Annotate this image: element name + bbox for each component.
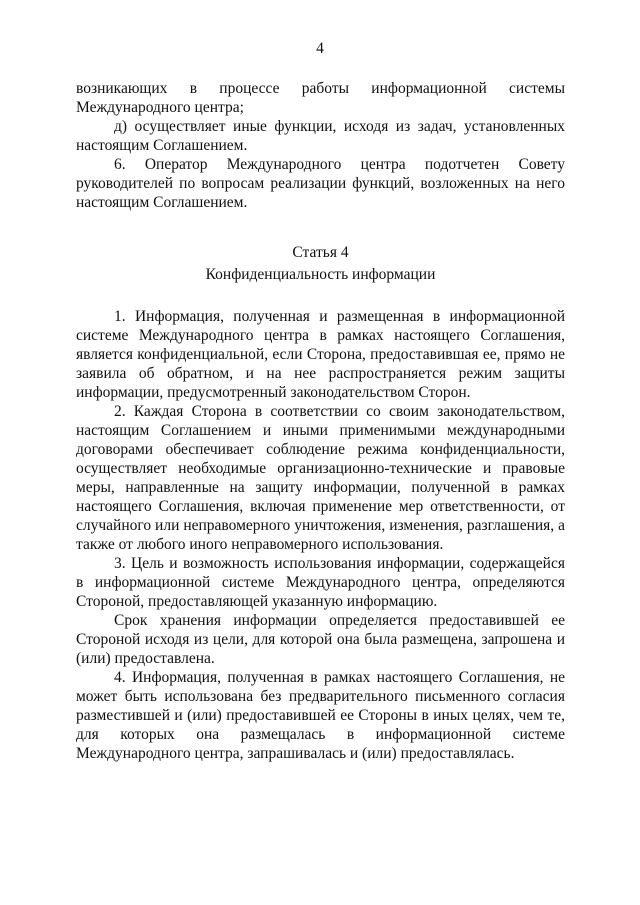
article-paragraph-1: 1. Информация, полученная и размещенная в информационной системе Международного центра в рамках настоящего Соглашения, является конфиденциальной, если Сторона, предоставившая ее, прямо не заявила об обратном, и на нее распространяется режим защиты информации, предусмотренный законодательством Сторон. — [76, 308, 565, 401]
paragraph-continuation: возникающих в процессе работы информационной системы Международного центра; — [76, 80, 565, 116]
article-paragraph-3: 3. Цель и возможность использования информации, содержащейся в информационной системе Международного центра, определяются Стороной, предоставляющей указанную информацию. — [76, 555, 565, 610]
paragraph-6: 6. Оператор Международного центра подотчетен Совету руководителей по вопросам реализации функций, возложенных на него настоящим Соглашением. — [76, 156, 565, 211]
paragraph-item-d: д) осуществляет иные функции, исходя из задач, установленных настоящим Соглашением. — [76, 118, 565, 154]
article-paragraph-4: 4. Информация, полученная в рамках настоящего Соглашения, не может быть использована без предварительного письменного согласия разместившей и (или) предоставившей ее Стороны в иных целях, чем те, для которых она размещалась в информационной системе Международного центра, запрашивалась и (или) предоставлялась. — [76, 669, 565, 762]
article-label: Статья 4 — [292, 244, 349, 261]
document-body — [76, 79, 565, 763]
article-paragraph-2: 2. Каждая Сторона в соответствии со своим законодательством, настоящим Соглашением и иными применимыми международными договорами обеспечивает соблюдение режима конфиденциальности, осуществляет необходимые организационно-технические и правовые меры, направленные на защиту информации, полученной в рамках настоящего Соглашения, включая применение мер ответственности, от случайного или неправомерного уничтожения, изменения, разглашения, а также от любого иного неправомерного использования. — [76, 403, 565, 553]
article-title: Конфиденциальность информации — [205, 266, 436, 283]
page-number: 4 — [316, 40, 324, 57]
article-paragraph-retention: Срок хранения информации определяется предоставившей ее Стороной исходя из цели, для которой она была размещена, запрошена и (или) предоставлена. — [76, 612, 565, 667]
